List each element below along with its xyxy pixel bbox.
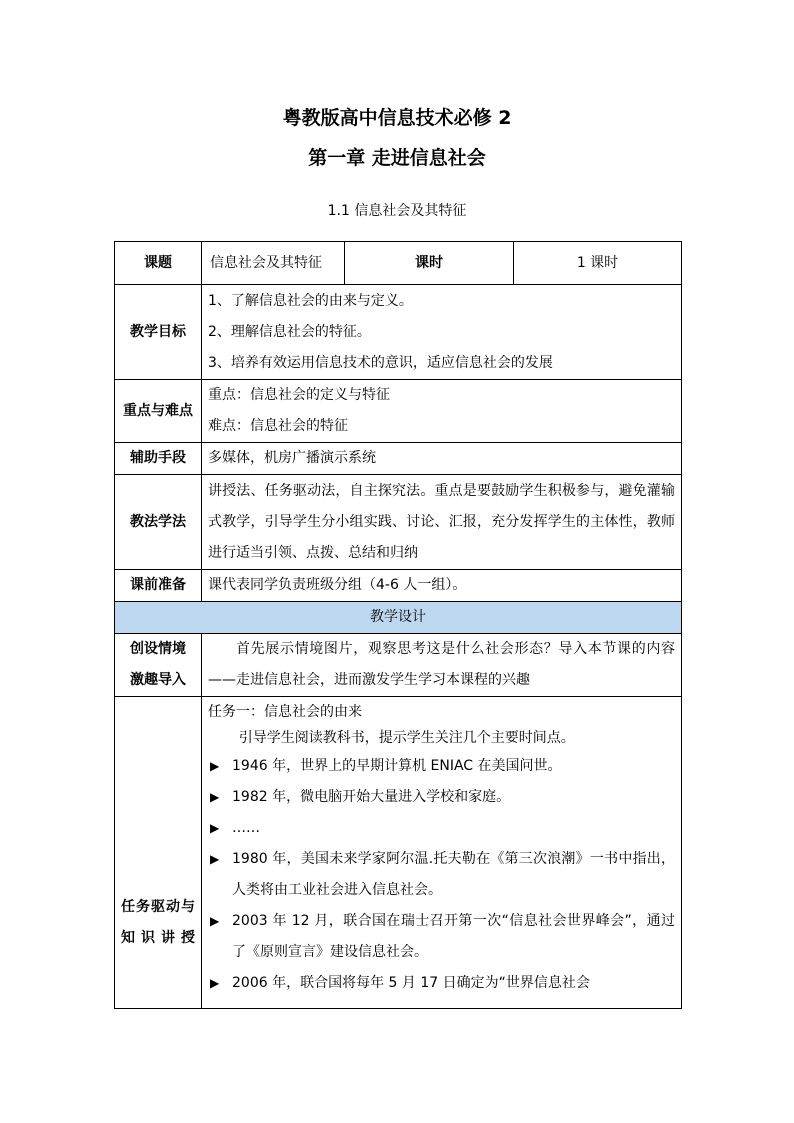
timeline-item: ▶ 1980 年，美国未来学家阿尔温.托夫勒在《第三次浪潮》一书中指出，人类将由工业社会进入信息社会。: [208, 844, 675, 906]
prep-value: 课代表同学负责班级分组（4-6 人一组）。: [202, 570, 682, 602]
right-triangle-bullet-icon: ▶: [210, 852, 220, 866]
timeline-item: ▶ 1982 年，微电脑开始大量进入学校和家庭。: [208, 782, 675, 813]
design-header: 教学设计: [115, 602, 682, 634]
key-points-row: [115, 380, 682, 443]
aids-label: 辅助手段: [115, 443, 202, 475]
section-title: 1.1 信息社会及其特征: [327, 203, 467, 219]
aids-value: 多媒体，机房广播演示系统: [202, 443, 682, 475]
goals-label: 教学目标: [115, 285, 202, 380]
right-triangle-bullet-icon: ▶: [210, 976, 220, 990]
right-triangle-bullet-icon: ▶: [210, 790, 220, 804]
aids-row: [115, 443, 682, 475]
topic-label: 课题: [115, 242, 202, 285]
goal-item: 2、理解信息社会的特征。: [208, 323, 371, 340]
prep-label: 课前准备: [115, 570, 202, 602]
right-triangle-bullet-icon: ▶: [210, 759, 220, 773]
timeline-item: ▶ 2003 年 12 月，联合国在瑞士召开第一次“信息社会世界峰会”，通过了《原则宣言》建设信息社会。: [208, 906, 675, 968]
methods-label: 教法学法: [115, 475, 202, 570]
methods-value: 讲授法、任务驱动法，自主探究法。重点是要鼓励学生积极参与，避免灌输式教学，引导学生分小组实践、讨论、汇报，充分发挥学生的主体性，教师进行适当引领、点拨、总结和归纳: [202, 475, 682, 570]
topic-value: 信息社会及其特征: [202, 242, 345, 285]
right-triangle-bullet-icon: ▶: [210, 914, 220, 928]
intro-label: 创设情境激趣导入: [115, 634, 202, 697]
goal-item: 3、培养有效运用信息技术的意识，适应信息社会的发展: [208, 354, 553, 371]
topic-row: [115, 242, 682, 285]
book-title: 粤教版高中信息技术必修 2: [282, 107, 512, 129]
task-row: [115, 697, 682, 1009]
hours-value: 1 课时: [514, 242, 682, 285]
key-point-item: 重点：信息社会的定义与特征: [208, 387, 390, 403]
timeline-item: ▶ 1946 年，世界上的早期计算机 ENIAC 在美国问世。: [208, 751, 675, 782]
key-points-label: 重点与难点: [115, 380, 202, 443]
task-cell: [202, 697, 682, 1009]
goals-cell: [202, 285, 682, 380]
timeline-item: ▶ ……: [208, 813, 675, 844]
methods-row: [115, 475, 682, 570]
lesson-plan-table: [114, 241, 682, 1009]
task-hint: 引导学生阅读教科书，提示学生关注几个主要时间点。: [238, 730, 575, 746]
intro-row: [115, 634, 682, 697]
intro-value: 首先展示情境图片，观察思考这是什么社会形态？导入本节课的内容——走进信息社会，进而激发学生学习本课程的兴趣: [202, 634, 682, 697]
goals-row: [115, 285, 682, 380]
task-label: 任务驱动与知识讲授: [115, 697, 202, 1009]
design-header-row: [115, 602, 682, 634]
key-points-cell: [202, 380, 682, 443]
right-triangle-bullet-icon: ▶: [210, 821, 220, 835]
chapter-title: 第一章 走进信息社会: [308, 147, 486, 169]
prep-row: [115, 570, 682, 602]
task-title: 任务一：信息社会的由来: [208, 704, 362, 720]
key-point-item: 难点：信息社会的特征: [208, 418, 348, 434]
goal-item: 1、了解信息社会的由来与定义。: [208, 292, 413, 309]
timeline-item: ▶ 2006 年，联合国将每年 5 月 17 日确定为“世界信息社会: [208, 968, 675, 999]
hours-label: 课时: [345, 242, 514, 285]
